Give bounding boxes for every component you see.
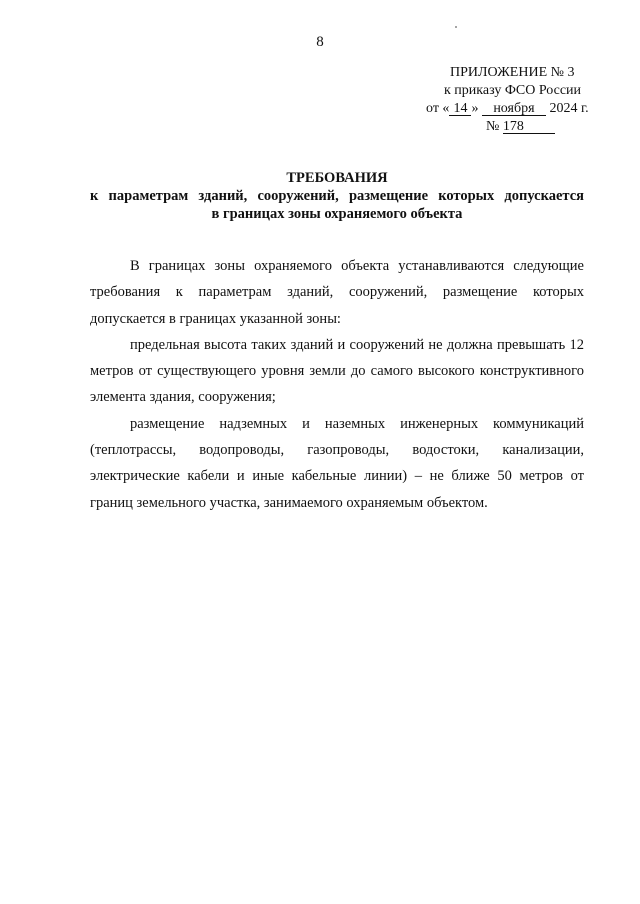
page-number: 8 (316, 34, 324, 50)
document-heading (90, 169, 584, 223)
order-number: 178 (503, 120, 555, 134)
appendix-order-ref: к приказу ФСО России (444, 83, 582, 98)
date-day: 14 (449, 102, 471, 116)
heading-subtitle-line1: к параметрам зданий, сооружений, размещение которых допускается (90, 188, 584, 204)
appendix-date-line (426, 100, 589, 118)
appendix-title: ПРИЛОЖЕНИЕ № 3 (450, 65, 575, 80)
number-prefix: № (486, 119, 500, 134)
date-mid: » (471, 101, 479, 116)
paragraph-height-limit: предельная высота таких зданий и сооружений не должна превышать 12 метров от существующего уровня земли до самого высокого конструктивного элемента здания, сооружения; (90, 336, 584, 406)
heading-subtitle-line2: в границах зоны охраняемого объекта (211, 206, 463, 222)
heading-title: ТРЕБОВАНИЯ (286, 170, 388, 186)
appendix-number-line (486, 118, 555, 136)
date-prefix: от « (426, 101, 450, 116)
date-month: ноября (482, 102, 546, 116)
document-body (90, 253, 584, 516)
paragraph-utilities: размещение надземных и наземных инженерных коммуникаций (теплотрассы, водопроводы, газопроводы, водостоки, канализации, электрические кабели и иные кабельные линии) – не ближе 50 метров от границ земельного участка, занимаемого охраняемым объектом. (90, 415, 584, 511)
paragraph-intro: В границах зоны охраняемого объекта устанавливаются следующие требования к параметрам зданий, сооружений, размещение которых допускается в границах указанной зоны: (90, 258, 584, 327)
date-year: 2024 г. (549, 101, 589, 116)
scan-speck (455, 26, 457, 28)
